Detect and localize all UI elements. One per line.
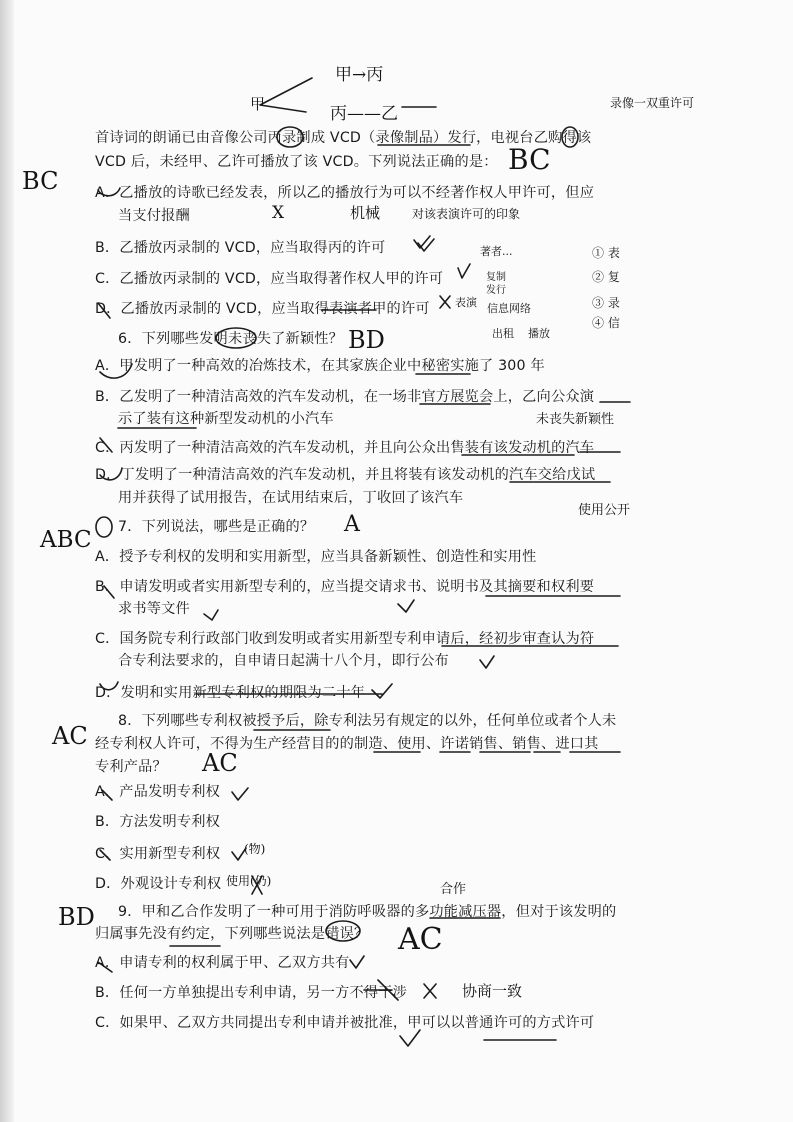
hw-q5-answer: BC xyxy=(508,143,551,176)
q5-option-a-cont: 当支付报酬 xyxy=(118,208,190,224)
q8-stem-line2: 经专利权人许可，不得为生产经营目的的制造、使用、许诺销售、销售、进口其 xyxy=(95,736,599,752)
q5-option-d: D．乙播放丙录制的 VCD，应当取得表演者甲的许可 xyxy=(95,301,430,317)
hw-q8-note-d: 使用(仍) xyxy=(226,874,272,888)
hw-q5-margin: BC xyxy=(22,167,59,195)
hw-q8-answer: AC xyxy=(202,749,238,777)
q7-option-b-cont: 求书等文件 xyxy=(118,601,190,617)
hw-q5-note-3: 对该表演许可的印象 xyxy=(412,207,521,221)
hw-side-note-2: 复制 xyxy=(486,272,506,283)
hw-check-q7b xyxy=(204,610,218,620)
hw-q6-answer: BD xyxy=(348,326,385,354)
hw-q9-answer: AC xyxy=(398,922,443,957)
hw-top-diagram-2: 甲 xyxy=(250,95,266,113)
hw-top-diagram-3: 丙——乙 xyxy=(330,104,398,124)
hw-arrow-stroke xyxy=(260,78,312,112)
q7-stem: 7．下列说法，哪些是正确的？ xyxy=(118,519,315,535)
q8-stem-line3: 专利产品？ xyxy=(95,759,167,775)
q8-option-a: A．产品发明专利权 xyxy=(95,784,221,800)
hw-side-note-7: 表演 xyxy=(455,296,477,309)
q6-option-c: C．丙发明了一种清洁高效的汽车发动机，并且向公众出售装有该发动机的汽车 xyxy=(95,440,595,456)
q8-option-b: B．方法发明专利权 xyxy=(95,814,221,830)
hw-side-list-4: ④ 信 xyxy=(592,316,620,330)
hw-slash-q6c xyxy=(100,438,112,452)
hw-check-q8c xyxy=(232,848,246,860)
q8-option-c: C．实用新型专利权 xyxy=(95,846,221,862)
q5-option-c: C．乙播放丙录制的 VCD，应当取得著作权人甲的许可 xyxy=(95,271,444,287)
hw-top-diagram-1: 甲→丙 xyxy=(335,65,384,85)
hw-check-q7c xyxy=(480,656,494,668)
hw-side-note-4: 信息网络 xyxy=(487,302,531,315)
hw-check-q9c xyxy=(400,1030,420,1046)
hw-mark-q5a xyxy=(98,188,120,196)
q8-option-d: D．外观设计专利权 xyxy=(95,876,222,892)
hw-side-note-3: 发行 xyxy=(486,285,506,296)
hw-slash-q8c xyxy=(100,850,110,860)
hw-q7-margin: ABC xyxy=(40,527,92,553)
hw-slash-q8a xyxy=(102,790,112,800)
q6-option-a: A．甲发明了一种高效的冶炼技术，在其家族企业中秘密实施了 300 年 xyxy=(95,358,545,374)
hw-mark-q6a xyxy=(100,364,132,378)
hw-q5-note-x: X xyxy=(272,203,285,223)
hw-q7-answer: A xyxy=(344,512,360,537)
q5-stem-line2: VCD 后，未经甲、乙许可播放了该 VCD。下列说法正确的是： xyxy=(95,154,498,170)
hw-slash-q5d xyxy=(98,303,110,318)
hw-slash-q9a xyxy=(98,962,112,972)
q9-option-c: C．如果甲、乙双方共同提出专利申请并被批准，甲可以以普通许可的方式许可 xyxy=(95,1015,595,1031)
hw-check-q7d xyxy=(372,684,392,698)
q9-stem-line1: 9．甲和乙合作发明了一种可用于消防呼吸器的多功能减压器，但对于该发明的 xyxy=(118,904,617,920)
hw-q9-margin: BD xyxy=(58,903,95,931)
hw-check-q9a xyxy=(350,956,364,968)
hw-circle-q7 xyxy=(96,517,112,537)
hw-top-right-note: 录像一双重许可 xyxy=(610,96,695,110)
q7-option-c-cont: 合专利法要求的，自申请日起满十八个月，即行公布 xyxy=(118,653,449,669)
q7-option-b: B．申请发明或者实用新型专利的，应当提交请求书、说明书及其摘要和权利要 xyxy=(95,579,595,595)
hw-circle-cuowu xyxy=(326,921,360,941)
hw-side-note-1: 著者... xyxy=(480,245,513,258)
q5-option-b: B．乙播放丙录制的 VCD，应当取得丙的许可 xyxy=(95,240,386,256)
q6-option-b: B．乙发明了一种清洁高效的汽车发动机，在一场非官方展览会上，乙向公众演 xyxy=(95,389,595,405)
q6-option-d-cont: 用并获得了试用报告，在试用结束后，丁收回了该汽车 xyxy=(118,490,464,506)
hw-side-list-3: ③ 录 xyxy=(592,296,620,310)
q8-stem-line1: 8．下列哪些专利权被授予后，除专利法另有规定的以外，任何单位或者个人未 xyxy=(118,713,617,729)
hw-check-q8a xyxy=(232,788,248,800)
q7-option-c: C．国务院专利行政部门收到发明或者实用新型专利申请后，经初步审查认为符 xyxy=(95,631,595,647)
hw-side-list-1: ① 表 xyxy=(592,246,620,260)
hw-slash-q7b xyxy=(104,586,114,598)
hw-q9-note: 协商一致 xyxy=(462,982,523,1000)
q6-option-b-cont: 示了装有这种新型发动机的小汽车 xyxy=(118,411,334,427)
hw-q8-note-c: (物) xyxy=(244,842,266,856)
hw-side-note-6: 播放 xyxy=(528,327,550,340)
hw-q6-note-1: 未丧失新颖性 xyxy=(536,412,615,427)
hw-q6-note-2: 使用公开 xyxy=(578,503,631,518)
q9-stem-line2: 归属事先没有约定，下列哪些说法是错误？ xyxy=(95,926,369,942)
q6-option-d: D．丁发明了一种清洁高效的汽车发动机，并且将装有该发动机的汽车交给戊试 xyxy=(95,467,596,483)
hw-mark-q6d xyxy=(100,468,122,480)
hw-circle-bing xyxy=(277,127,303,147)
hw-circle-yi xyxy=(562,127,578,147)
hw-q9-note-top: 合作 xyxy=(440,882,467,897)
q9-option-b: B．任何一方单独提出专利申请，另一方不得干涉 xyxy=(95,985,408,1001)
q6-stem: 6．下列哪些发明未丧失了新颖性？ xyxy=(118,331,344,347)
q7-option-a: A．授予专利权的发明和实用新型，应当具备新颖性、创造性和实用性 xyxy=(95,549,537,565)
hw-q8-margin: AC xyxy=(52,722,88,750)
q5-stem-line1: 首诗词的朗诵已由音像公司丙录制成 VCD（录像制品）发行，电视台乙购得该 xyxy=(95,130,592,146)
hw-mark-q7d xyxy=(100,682,118,690)
q5-option-a: A．乙播放的诗歌已经发表，所以乙的播放行为可以不经著作权人甲许可，但应 xyxy=(95,185,595,201)
hw-check-q7b-2 xyxy=(398,600,414,612)
hw-side-list-2: ② 复 xyxy=(592,270,620,284)
hw-circle-weisangshi xyxy=(216,328,256,348)
hw-side-note-5: 出租 xyxy=(492,327,514,340)
hw-q5-note-2: 机械 xyxy=(350,204,381,222)
hw-check-q5c xyxy=(458,264,470,278)
q9-option-a: A．申请专利的权利属于甲、乙双方共有 xyxy=(95,955,350,971)
q7-option-d: D．发明和实用新型专利权的期限为二十年 xyxy=(95,685,366,701)
